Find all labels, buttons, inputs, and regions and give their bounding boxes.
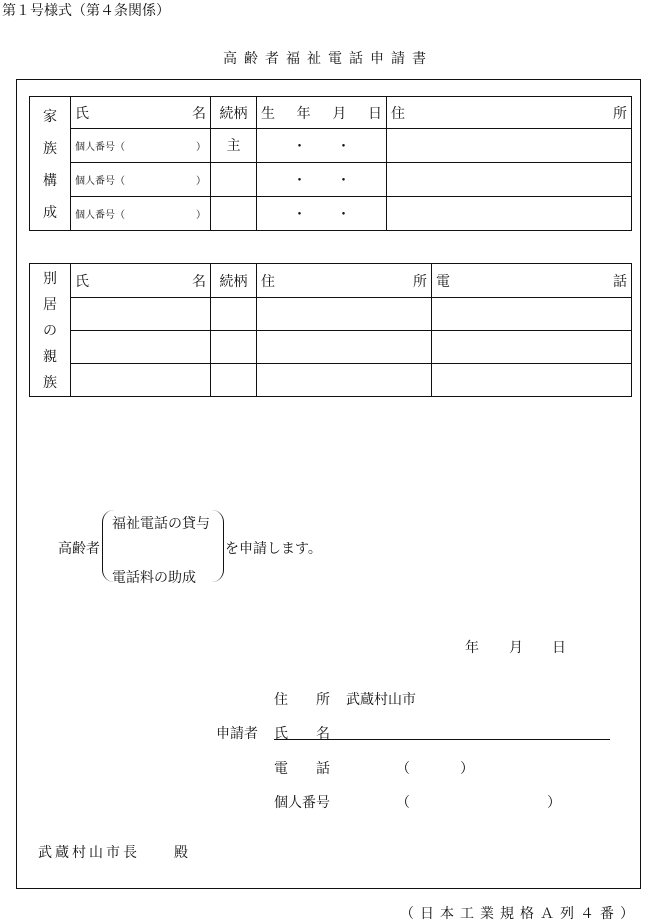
birthdate-cell[interactable]: ・・	[257, 163, 387, 197]
relatives-table	[29, 263, 632, 397]
option-phone-loan[interactable]: 福祉電話の貸与	[112, 516, 210, 532]
relation-cell[interactable]	[211, 163, 257, 197]
date-day-label: 日	[552, 640, 566, 656]
name-cell[interactable]	[71, 331, 211, 364]
table-row	[30, 163, 632, 197]
address-cell[interactable]	[257, 331, 432, 364]
phone-header: 電 話	[432, 264, 632, 298]
personal-number-field[interactable]	[412, 789, 548, 809]
paper-size-note: （日本工業規格Ａ列４番）	[400, 906, 640, 922]
application-suffix: を申請します。	[225, 541, 322, 557]
option-phone-subsidy[interactable]: 電話料の助成	[112, 570, 196, 586]
id-paren-open: （	[396, 795, 410, 811]
personal-number-field[interactable]: 個人番号（ ）	[71, 197, 211, 231]
relation-cell[interactable]	[211, 364, 257, 397]
address-header: 住 所	[257, 264, 432, 298]
family-table	[29, 96, 632, 231]
form-number: 第１号様式（第４条関係）	[2, 3, 170, 19]
relation-header: 続柄	[211, 264, 257, 298]
relation-header: 続柄	[211, 97, 257, 129]
name-header: 氏 名	[71, 97, 211, 129]
personal-number-field[interactable]: 個人番号（ ）	[71, 129, 211, 163]
address-header: 住 所	[387, 97, 632, 129]
address-label: 住 所	[274, 692, 330, 708]
table-row	[30, 364, 632, 397]
phone-cell[interactable]	[432, 298, 632, 331]
address-value: 武蔵村山市	[346, 692, 416, 708]
table-row	[30, 298, 632, 331]
table-row	[30, 197, 632, 231]
personal-number-label: 個人番号	[274, 795, 330, 811]
addressee: 武蔵村山市長 殿	[38, 845, 191, 861]
application-prefix: 高齢者	[58, 541, 100, 557]
relation-cell[interactable]	[211, 331, 257, 364]
name-header: 氏 名	[71, 264, 211, 298]
name-field[interactable]	[274, 739, 610, 740]
phone-paren-open: （	[396, 761, 410, 777]
phone-label: 電 話	[274, 761, 330, 777]
address-cell[interactable]	[387, 163, 632, 197]
phone-field[interactable]	[412, 755, 462, 775]
relation-cell[interactable]	[211, 298, 257, 331]
birthdate-cell[interactable]: ・・	[257, 129, 387, 163]
address-cell[interactable]	[257, 364, 432, 397]
relation-cell: 主	[211, 129, 257, 163]
name-cell[interactable]	[71, 364, 211, 397]
applicant-label: 申請者	[216, 726, 258, 742]
birthdate-header: 生 年 月 日	[257, 97, 387, 129]
family-section-label: 家 族 構 成	[30, 97, 71, 231]
name-label: 氏 名	[274, 726, 330, 742]
phone-paren-close: ）	[460, 761, 474, 777]
table-row	[30, 129, 632, 163]
id-paren-close: ）	[547, 795, 561, 811]
table-row	[30, 331, 632, 364]
relatives-section-label: 別 居 の 親 族	[30, 264, 71, 397]
birthdate-cell[interactable]: ・・	[257, 197, 387, 231]
phone-cell[interactable]	[432, 364, 632, 397]
address-cell[interactable]	[257, 298, 432, 331]
name-cell[interactable]	[71, 298, 211, 331]
date-month-label: 月	[509, 640, 523, 656]
page-title: 高齢者福祉電話申請書	[223, 51, 433, 67]
relation-cell[interactable]	[211, 197, 257, 231]
date-year-label: 年	[465, 640, 479, 656]
address-cell[interactable]	[387, 129, 632, 163]
phone-cell[interactable]	[432, 331, 632, 364]
address-cell[interactable]	[387, 197, 632, 231]
personal-number-field[interactable]: 個人番号（ ）	[71, 163, 211, 197]
